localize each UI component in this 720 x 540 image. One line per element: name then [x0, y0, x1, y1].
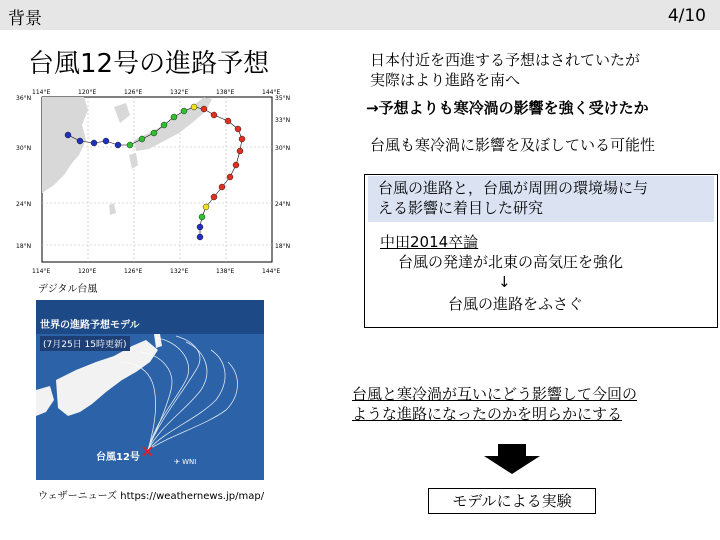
lat-label-left: 30°N [16, 145, 32, 152]
study-title: 中田2014卒論 [380, 233, 479, 251]
lon-label-top: 114°E [32, 89, 51, 96]
slide-title: 台風12号の進路予想 [28, 49, 270, 79]
image-caption: ウェザーニューズ https://weathernews.jp/map/ [38, 491, 265, 502]
lon-label-top: 144°E [262, 89, 281, 96]
map-caption: デジタル台風 [38, 284, 98, 295]
typhoon-label: 台風12号 [96, 452, 140, 463]
lon-label-bottom: 120°E [78, 268, 97, 275]
page-number: 4/10 [667, 6, 706, 26]
model-experiment-box: モデルによる実験 [428, 488, 596, 514]
down-arrow-icon [484, 444, 540, 474]
lat-label-right: 24°N [275, 201, 291, 208]
research-text: 台風の進路と，台風が周囲の環境場に与 [378, 179, 649, 197]
emphasis-line: →予想よりも寒冷渦の影響を強く受けたか [366, 99, 649, 117]
lon-label-bottom: 132°E [170, 268, 189, 275]
lon-label-top: 126°E [124, 89, 143, 96]
section-title: 背景 [8, 9, 42, 29]
forecast-model-image [36, 300, 264, 480]
typhoon-track-map [14, 85, 294, 275]
lon-label-bottom: 126°E [124, 268, 143, 275]
svg-text:✈ WNI: ✈ WNI [174, 458, 197, 466]
lat-label-right: 30°N [275, 145, 291, 152]
research-text: える影響に着目した研究 [378, 199, 544, 217]
header-bar [0, 0, 720, 30]
lon-label-top: 120°E [78, 89, 97, 96]
lat-label-right: 35°N [275, 95, 291, 102]
image-banner: 世界の進路予想モデル [40, 320, 140, 331]
lat-label-left: 24°N [16, 201, 32, 208]
goal-text: 台風と寒冷渦が互いにどう影響して今回の [352, 385, 638, 403]
study-text: 台風の発達が北東の高気圧を強化 [398, 253, 624, 271]
study-text: 台風の進路をふさぐ [448, 295, 584, 313]
lon-label-bottom: 138°E [216, 268, 235, 275]
text-line: 日本付近を西進する予想はされていたが [370, 51, 641, 69]
goal-text: ような進路になったのかを明らかにする [352, 405, 623, 423]
lat-label-right: 33°N [275, 117, 291, 124]
lat-label-left: 18°N [16, 243, 32, 250]
lon-label-bottom: 144°E [262, 268, 281, 275]
text-line: 台風も寒冷渦に影響を及ぼしている可能性 [370, 136, 656, 154]
lat-label-left: 36°N [16, 95, 32, 102]
typhoon-position-marker: ✕ [140, 442, 156, 463]
study-arrow: ↓ [498, 273, 511, 291]
lon-label-top: 138°E [216, 89, 235, 96]
image-update-time: (7月25日 15時更新) [40, 336, 130, 351]
lon-label-top: 132°E [170, 89, 189, 96]
lon-label-bottom: 114°E [32, 268, 51, 275]
text-line: 実際はより進路を南へ [370, 71, 521, 89]
lat-label-right: 18°N [275, 243, 291, 250]
